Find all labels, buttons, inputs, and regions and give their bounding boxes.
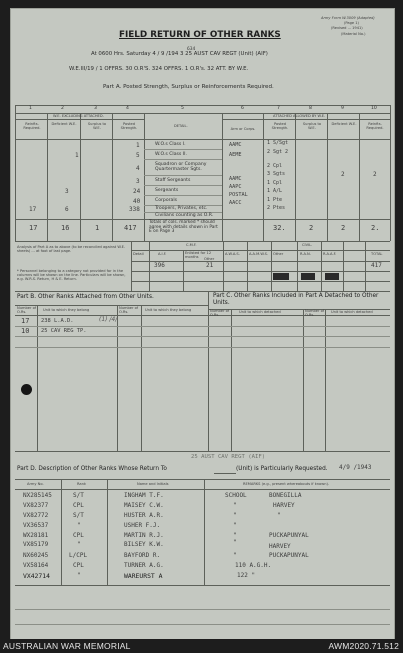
total-surplus: 1 [95, 224, 100, 232]
form-reference-line4: (Material No.) [341, 32, 366, 36]
analysis-head: Other [273, 252, 284, 256]
army-number: VX36537 [23, 522, 49, 529]
col-number: 6 [241, 106, 244, 111]
remarks: " [233, 522, 237, 529]
name-initials: HUSTER A.R. [124, 512, 164, 519]
part-c-head: Unit to which detached [331, 310, 373, 314]
part-b-unit: 238 L.A.D. [41, 318, 74, 324]
arm-corps-cell: AAPC [229, 184, 242, 190]
civil-head: CIVIL. [302, 243, 313, 247]
arm-corps-cell: AAMC [229, 142, 242, 148]
rank: " [77, 522, 81, 529]
posted-strength-cell: 5 [136, 152, 140, 159]
rank: S/T [73, 492, 84, 499]
col-number: 10 [371, 106, 377, 111]
col-head: Arm or Corps. [230, 127, 256, 131]
remarks: " [233, 512, 237, 519]
form-reference-line1: Army Form W.3009 (Adapted) [321, 16, 375, 20]
col-head: Reinfts. Required. [23, 122, 41, 130]
part-d-title-tail: (Unit) is Particularly Requested. [236, 466, 328, 472]
archive-reference: AWM2020.71.512 [328, 641, 399, 651]
name-initials: INGHAM T.F. [124, 492, 164, 499]
remarks: " [233, 532, 237, 539]
rank: CPL [73, 532, 84, 539]
detail-cell: Sergeants [155, 188, 179, 193]
part-c-head: Number of O.Rs. [210, 309, 230, 317]
form-title: FIELD RETURN OF OTHER RANKS [119, 30, 281, 40]
analysis-head: TOTAL [371, 252, 383, 256]
part-c-head: Number of O.Rs. [305, 309, 325, 317]
analysis-head: A.I.F. [158, 252, 167, 256]
col-head: Reinfts. Required. [366, 122, 384, 130]
we-strength-line: W.E.III/19 / 1 OFFRS. 30 O.R'S. 324 OFFRS. 1 O.R's. 32 ATT. BY W.E. [69, 66, 249, 72]
army-number: NX60245 [23, 552, 49, 559]
analysis-note: Analysis of Part A as to above (to be reconciled against W.E. sheets) ... at foot of last page. [17, 245, 126, 254]
attached-posted-cell: 2 Sgt 2 [267, 149, 289, 155]
part-b-head: Number of O.Rs. [119, 306, 139, 314]
arm-corps-cell: POSTAL [229, 192, 248, 198]
analysis-cmf-value: 21 [206, 262, 214, 269]
remarks: SCHOOL [225, 492, 247, 499]
remarks: " [233, 502, 237, 509]
part-d-title: Part D. Description of Other Ranks Whose Return To [17, 466, 167, 472]
total-posted: 417 [124, 224, 137, 232]
col-number: 5 [181, 106, 184, 111]
col-head: Deficient W.E. [331, 122, 357, 126]
col-number: 2 [61, 106, 64, 111]
posted-strength-cell: 1 [136, 142, 140, 149]
part-b-head: Number of O.Rs. [17, 306, 37, 314]
attached-posted-cell: 1 Pte [267, 197, 283, 203]
posted-strength-cell: 40 [133, 198, 141, 205]
detail-cell: Civilians counting as O.R. [155, 213, 214, 218]
name-initials: BAYFORD R. [124, 552, 161, 559]
part-d-head: REMARKS (e.g., present whereabouts if known). [243, 482, 330, 486]
army-number: VX42714 [23, 572, 50, 580]
attached-posted-cell: 2 Ptes [267, 205, 286, 211]
attached-posted-cell: 3 Sgts [267, 171, 286, 177]
form-reference-line3: (Revised ... 1941) [331, 26, 363, 30]
total-deficient: 16 [61, 224, 70, 232]
form-reference-line2: (Page 1) [344, 21, 359, 25]
attached-posted-cell: 1 S/Sgt [267, 140, 289, 146]
arm-corps-cell: AACC [229, 200, 242, 206]
col-number: 8 [309, 106, 312, 111]
part-d-head: Army No. [27, 482, 44, 486]
part-b-count: 17 [21, 317, 30, 325]
archive-caption-bar [0, 639, 403, 653]
remarks-location: HARVEY [269, 543, 291, 550]
attached-posted-cell: 1 A/L [267, 188, 283, 194]
col-head: Posted Strength. [271, 122, 289, 130]
arm-corps-cell: AEME [229, 152, 242, 158]
we-excluding-attached-label: W.E. EXCLUDING ATTACHED. [53, 114, 104, 118]
attached-allowed-label: ATTACHED ALLOWED BY W.E. [273, 114, 326, 118]
army-number: VX58164 [23, 562, 49, 569]
analysis-head: A.W.A.S. [225, 252, 240, 256]
attached-posted-cell: 2 Cpl [267, 163, 283, 169]
deficient-cell: 1 [75, 152, 79, 159]
name-initials: BILSEY K.W. [124, 541, 164, 548]
part-b-margin-mark: (1) /4/ [99, 316, 118, 323]
remarks-location: " [277, 512, 281, 519]
date-line-overwrite: 634 [187, 47, 196, 52]
attached-reinf-cell: 2 [373, 171, 377, 178]
col-head: Surplus to W.E. [302, 122, 322, 130]
total-reinf: 17 [29, 224, 38, 232]
analysis-head: Detail [133, 252, 144, 256]
analysis-head: A.A.M.W.S. [249, 252, 269, 256]
attached-deficient-cell: 2 [341, 171, 345, 178]
detail-cell: Squadron or Company Quartermaster Sgts. [155, 162, 207, 173]
remarks-location: HARVEY [273, 502, 295, 509]
posted-strength-cell: 4 [136, 165, 140, 172]
unit-stamp: 25 AUST CAV REGT (AIF) [191, 454, 266, 460]
arm-corps-cell: AAMC [229, 176, 242, 182]
part-b-unit: 25 CAV REG TP. [41, 328, 87, 334]
col-number: 9 [341, 106, 344, 111]
name-initials: MAISEY C.W. [124, 502, 164, 509]
army-number: WX28181 [23, 532, 49, 539]
remarks-location: PUCKAPUNYAL [269, 532, 309, 539]
document-sheet [10, 8, 395, 640]
army-number: NX285145 [23, 492, 52, 499]
total-attached-deficient: 2 [341, 224, 346, 232]
rank: " [77, 541, 81, 548]
detail-cell: W.O.s Class II. [155, 152, 187, 157]
analysis-total-value: 417 [371, 262, 382, 269]
rank: CPL [73, 562, 84, 569]
detail-cell: W.O.s Class I. [155, 142, 186, 147]
rank: S/T [73, 512, 84, 519]
col-head: Deficient W.E. [51, 122, 77, 126]
analysis-head: R.A.A.F. [323, 252, 337, 256]
deficient-cell: 6 [65, 206, 69, 213]
part-b-count: 10 [21, 327, 30, 335]
detail-cell: Corporals [155, 198, 178, 203]
rank: " [77, 572, 81, 579]
posted-strength-cell: 338 [129, 206, 140, 213]
attached-posted-cell: 1 Cpl [267, 180, 283, 186]
cmf-head: C.M.F. [186, 243, 197, 247]
reinf-cell: 17 [29, 206, 37, 213]
posted-strength-cell: 24 [133, 188, 141, 195]
part-a-title: Part A. Posted Strength, Surplus or Reinforcements Required. [103, 84, 274, 90]
deficient-cell: 3 [65, 188, 69, 195]
total-attached-reinf: 2. [371, 224, 380, 232]
date-unit-line: At 0600 Hrs. Saturday 4 / 9 /194 3 25 AUST CAV REGT (Unit) (AIF) [91, 51, 268, 57]
army-number: VX82377 [23, 502, 49, 509]
rank: CPL [73, 502, 84, 509]
remarks-location: PUCKAPUNYAL [269, 552, 309, 559]
total-attached-posted: 32. [273, 224, 286, 232]
remarks: 122 " [237, 572, 256, 579]
analysis-aif-value: 396 [154, 262, 165, 269]
col-number: 4 [126, 106, 129, 111]
part-c-title: Part C. Other Ranks Included in Part A Detached to Other Units. [213, 293, 379, 306]
rank: L/CPL [69, 552, 88, 559]
analysis-head: Other [204, 257, 215, 261]
part-b-title: Part B. Other Ranks Attached from Other Units. [17, 294, 154, 300]
detail-cell: Staff Sergeants [155, 178, 191, 183]
name-initials: MARTIN R.J. [124, 532, 164, 539]
part-d-head: Rank [77, 482, 86, 486]
blacked-out-cell [301, 273, 315, 280]
detail-head: DETAIL. [174, 124, 188, 128]
part-b-head: Unit to which they belong [145, 308, 192, 312]
part-b-head: Unit to which they belong [43, 308, 90, 312]
total-attached-surplus: 2 [309, 224, 314, 232]
blacked-out-cell [325, 273, 339, 280]
posted-strength-cell: 3 [136, 178, 140, 185]
analysis-head: R.A.N. [300, 252, 311, 256]
analysis-footnote: * Personnel belonging to a category not provided for in the columns will be shown on the line. Particulars will be shown, e.g. W.R.S. Return, H & E. Return. [17, 269, 126, 282]
remarks: 110 A.G.H. [235, 562, 272, 569]
punch-hole [21, 384, 32, 395]
col-number: 3 [94, 106, 97, 111]
col-head: Posted Strength. [120, 122, 138, 130]
army-number: VX85179 [23, 541, 49, 548]
army-number: VX82772 [23, 512, 49, 519]
remarks-location: BONEGILLA [269, 492, 302, 499]
part-c-head: Unit to which detached [239, 310, 281, 314]
col-number: 1 [29, 106, 32, 111]
col-head: Surplus to W.E. [87, 122, 107, 130]
part-d-date: 4/9 /1943 [339, 464, 372, 471]
archive-name: AUSTRALIAN WAR MEMORIAL [3, 641, 131, 651]
remarks: " [233, 539, 237, 546]
name-initials: USHER F.J. [124, 522, 161, 529]
part-d-head: Name and Initials [137, 482, 169, 486]
name-initials: WAREURST A [124, 572, 163, 580]
remarks: " [233, 552, 237, 559]
detail-cell: Troopers, Privates, etc. [155, 206, 208, 211]
analysis-head: Enlisted for 12 months [185, 251, 212, 259]
name-initials: TURNER A.G. [124, 562, 164, 569]
col-number: 7 [277, 106, 280, 111]
totals-note: Totals of cols. marked * should agree with details shown in Part E on Page 3 [149, 220, 218, 235]
blacked-out-cell [273, 273, 289, 280]
